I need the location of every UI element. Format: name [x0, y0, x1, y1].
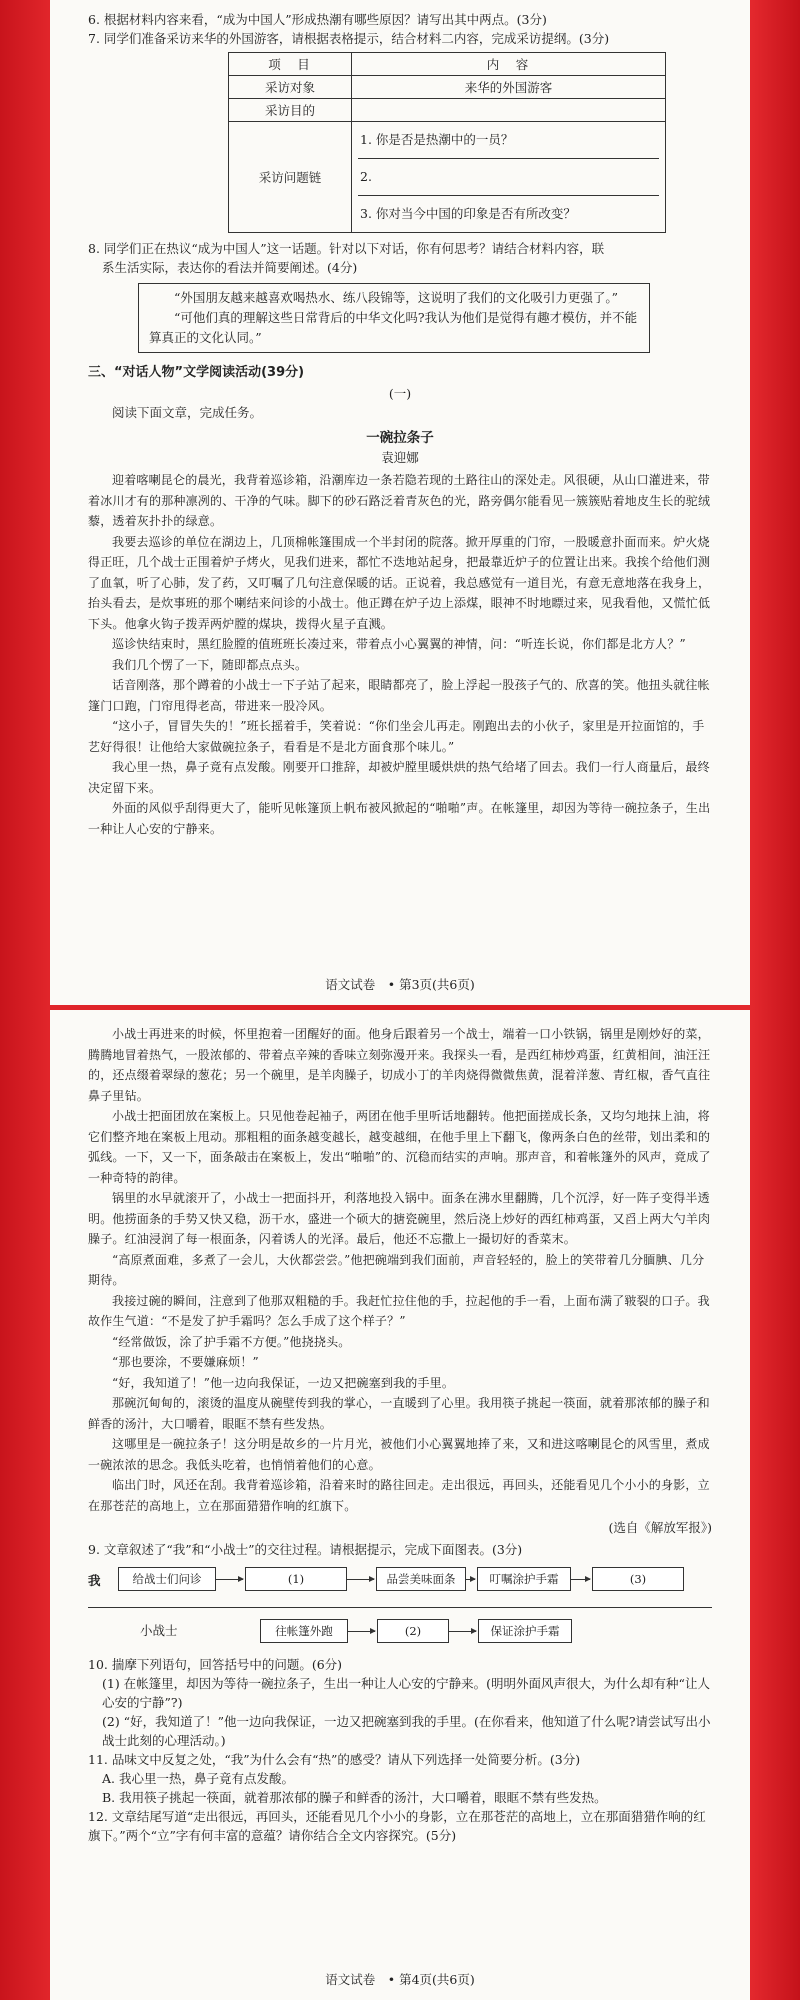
question-10: 10. 揣摩下列语句，回答括号中的问题。(6分): [88, 1657, 343, 1672]
paragraph: 小战士把面团放在案板上。只见他卷起袖子，两团在他手里听话地翻转。他把面搓成长条，又均匀地抹上油，将它们整齐地在案板上甩动。那粗粗的面条越变越长，越变越细，在他手里上下翻飞，像两条白色的丝带，划出柔和的弧线。一下，又一下，面条敲击在案板上，发出“啪啪”的、沉稳而结实的声响。那声音，和着帐篷外的风声，竟成了一种奇特的韵律。: [88, 1109, 711, 1185]
row-interviewee-value: 来华的外国游客: [352, 76, 666, 99]
flow-arrow: [215, 1579, 243, 1580]
paragraph: 巡诊快结束时，黑红脸膛的值班班长凑过来，带着点小心翼翼的神情，问：“听连长说，你们都是北方人？”: [112, 637, 686, 651]
row-question-chain-label: 采访问题链: [229, 122, 352, 233]
question-8-line1: 8. 同学们正在热议“成为中国人”这一话题。针对以下对话，你有何思考？请结合材料内容，联: [88, 241, 605, 256]
flow-arrow: [570, 1579, 590, 1580]
flow-label-soldier: 小战士: [140, 1623, 178, 1638]
question-11-option-a: A. 我心里一热，鼻子竟有点发酸。: [102, 1771, 294, 1786]
story-title: 一碗拉条子: [366, 430, 434, 446]
table-head-item: 项 目: [229, 53, 352, 76]
paragraph: “那也要涂，不要嫌麻烦！”: [112, 1355, 259, 1369]
dialogue-box: [138, 283, 650, 353]
chain-question-1: 1. 你是否是热潮中的一员？: [358, 122, 659, 159]
chain-question-2: 2.: [358, 159, 659, 196]
flow-me-box-4: 叮嘱涂护手霜: [477, 1567, 571, 1591]
paragraph: “好，我知道了！”他一边向我保证，一边又把碗塞到我的手里。: [112, 1375, 455, 1390]
row-purpose-label: 采访目的: [229, 99, 352, 122]
question-11: 11. 品味文中反复之处，“我”为什么会有“热”的感受？请从下列选择一处简要分析。(3分): [88, 1752, 581, 1767]
exam-page-4: [50, 1010, 750, 2000]
paragraph: “高原煮面难，多煮了一会儿，大伙都尝尝。”他把碗端到我们面前，声音轻轻的，脸上的笑带着几分腼腆、几分期待。: [88, 1252, 705, 1287]
flow-soldier-box-3: 保证涂护手霜: [478, 1619, 572, 1643]
flow-me-box-5: (3): [592, 1567, 684, 1591]
article-source: (选自《解放军报》): [608, 1520, 712, 1535]
table-head-content: 内 容: [352, 53, 666, 76]
paragraph: 这哪里是一碗拉条子！这分明是故乡的一片月光，被他们小心翼翼地捧了来，又和进这喀喇昆仑的风雪里，煮成一碗浓浓的思念。我低头吃着，也悄悄着他们的心意。: [88, 1437, 710, 1472]
interview-outline-table: [228, 52, 666, 233]
dialogue-quote-1: “外国朋友越来越喜欢喝热水、练八段锦等，这说明了我们的文化吸引力更强了。”: [174, 290, 619, 305]
question-10-2: (2) “好，我知道了！”他一边向我保证，一边又把碗塞到我的手里。(在你看来，他知道了什么呢?请尝试写出小战士此刻的心理活动。): [102, 1714, 711, 1748]
row-purpose-blank: [352, 99, 666, 122]
exam-page-3: [50, 0, 750, 1005]
chain-question-3: 3. 你对当今中国的印象是否有所改变？: [360, 206, 576, 221]
paragraph: “经常做饭，涂了护手霜不方便。”他挠挠头。: [112, 1334, 351, 1349]
paragraph: 话音刚落，那个蹲着的小战士一下子站了起来，眼睛都亮了，脸上浮起一股孩子气的、欣喜的笑。他扭头就往帐篷门口跑，门帘甩得老高，带进来一股冷风。: [88, 678, 710, 713]
question-6: 6. 根据材料内容来看，“成为中国人”形成热潮有哪些原因？请写出其中两点。(3分): [88, 12, 547, 27]
paragraph: 我接过碗的瞬间，注意到了他那双粗糙的手。我赶忙拉住他的手，拉起他的手一看，上面布满了皲裂的口子。我故作生气道：“不是发了护手霜吗？怎么手成了这个样子？”: [88, 1293, 710, 1328]
question-7: 7. 同学们准备采访来华的外国游客，请根据表格提示，结合材料二内容，完成采访提纲。(3分): [88, 31, 610, 46]
interaction-flow-chart: [88, 1563, 712, 1649]
flow-me-box-1: 给战士们问诊: [118, 1567, 216, 1591]
paragraph: 那碗沉甸甸的，滚烫的温度从碗壁传到我的掌心，一直暖到了心里。我用筷子挑起一筷面，就着那浓郁的臊子和鲜香的汤汁，大口嚼着，眼眶不禁有些发热。: [88, 1396, 710, 1431]
paragraph: 外面的风似乎刮得更大了，能听见帐篷顶上帆布被风掀起的“啪啪”声。在帐篷里，却因为等待一碗拉条子，生出一种让人心安的宁静来。: [88, 801, 711, 836]
paragraph-underlined: 我心里一热，鼻子竟有点发酸。刚要开口推辞，却被炉膛里暖烘烘的热气给堵了回去。我们一行人商量后，最终决定留下来。: [88, 760, 710, 795]
question-chain-cell: [352, 122, 666, 233]
row-interviewee-label: 采访对象: [229, 76, 352, 99]
section-3-heading: 三、“对话人物”文学阅读活动(39分): [88, 365, 305, 380]
flow-divider: [88, 1607, 712, 1608]
page-footer: 语文试卷 • 第3页(共6页): [325, 977, 475, 992]
paragraph: 临出门时，风还在刮。我背着巡诊箱，沿着来时的路往回走。走出很远，再回头，还能看见几个小小的身影，立在那苍茫的高地上，立在那面猎猎作响的红旗下。: [88, 1478, 710, 1513]
flow-arrow: [347, 1631, 375, 1632]
paragraph: 小战士再进来的时候，怀里抱着一团醒好的面。他身后跟着另一个战士，端着一口小铁锅，锅里是刚炒好的菜，腾腾地冒着热气，一股浓郁的、带着点辛辣的香味立刻弥漫开来。我探头一看，是西红柿炒鸡蛋，红黄相间，油汪汪的，还点缀着翠绿的葱花；另一个碗里，是羊肉臊子，切成小丁的羊肉烧得微微焦黄，混着洋葱、青红椒，香气直往鼻子里钻。: [88, 1027, 711, 1103]
page-footer: 语文试卷 • 第4页(共6页): [325, 1972, 475, 1987]
reading-instruction: 阅读下面文章，完成任务。: [112, 405, 263, 420]
question-12: 12. 文章结尾写道“走出很远，再回头，还能看见几个小小的身影，立在那苍茫的高地上，立在那面猎猎作响的红旗下。”两个“立”字有何丰富的意蕴？请你结合全文内容探究。(5分): [88, 1809, 706, 1843]
flow-arrow: [448, 1631, 476, 1632]
paragraph: 锅里的水早就滚开了，小战士一把面抖开，利落地投入锅中。面条在沸水里翻腾，几个沉浮，好一阵子变得半透明。他捞面条的手势又快又稳，沥干水，盛进一个硕大的搪瓷碗里，然后浇上炒好的西红柿鸡蛋，又舀上两大勺羊肉臊子。红油浸润了每一根面条，闪着诱人的光泽。最后，他还不忘撒上一撮切好的香菜末。: [88, 1191, 711, 1246]
question-11-option-b: B. 我用筷子挑起一筷面，就着那浓郁的臊子和鲜香的汤汁，大口嚼着，眼眶不禁有些发热。: [102, 1790, 607, 1805]
part-1-label: (一): [388, 386, 412, 401]
flow-arrow: [465, 1579, 475, 1580]
question-10-1: (1) 在帐篷里，却因为等待一碗拉条子，生出一种让人心安的宁静来。(明明外面风声很大，为什么却有种“让人心安的宁静”?): [102, 1676, 710, 1710]
question-8-line2: 系生活实际，表达你的看法并简要阐述。(4分): [102, 260, 358, 275]
paragraph: 我要去巡诊的单位在湖边上，几顶棉帐篷围成一个半封闭的院落。掀开厚重的门帘，一股暖意扑面而来。炉火烧得正旺，几个战士正围着炉子烤火，见我们进来，都忙不迭地站起身，把最靠近炉子的位置让出来。我挨个给他们测了血氧，听了心肺，发了药，又叮嘱了几句注意保暖的话。正说着，我总感觉有一道目光，有意无意地落在我身上，抬头看去，是炊事班的那个喇结来问诊的小战士。他正蹲在炉子边上添煤，眼神不时地瞟过来，见我看他，又慌忙低下头。他拿火钩子拨弄两炉膛的煤块，拨得火星子直溅。: [88, 534, 711, 631]
paragraph: 我们几个愣了一下，随即都点点头。: [112, 657, 308, 672]
paragraph: 迎着喀喇昆仑的晨光，我背着巡诊箱，沿潮库边一条若隐若现的土路往山的深处走。风很硬，从山口灌进来，带着冰川才有的那种凛冽的、干净的气味。脚下的砂石路泛着青灰色的光，路旁偶尔能看见一簇簇贴着地皮生长的驼绒藜，透着灰扑扑的绿意。: [88, 473, 711, 528]
flow-label-me: 我: [88, 1573, 101, 1588]
paragraph: “这小子，冒冒失失的！”班长摇着手，笑着说：“你们坐会儿再走。刚跑出去的小伙子，家里是开拉面馆的，手艺好得很！让他给大家做碗拉条子，看看是不是北方面食那个味儿。”: [88, 719, 705, 754]
flow-me-box-2: (1): [245, 1567, 347, 1591]
flow-soldier-box-1: 往帐篷外跑: [260, 1619, 348, 1643]
story-author: 袁迎娜: [381, 450, 419, 465]
flow-me-box-3: 品尝美味面条: [376, 1567, 466, 1591]
flow-arrow: [346, 1579, 374, 1580]
question-9: 9. 文章叙述了“我”和“小战士”的交往过程。请根据提示，完成下面图表。(3分): [88, 1542, 523, 1557]
flow-soldier-box-2: (2): [377, 1619, 449, 1643]
dialogue-quote-2: “可他们真的理解这些日常背后的中华文化吗?我认为他们是觉得有趣才模仿，并不能算真正的文化认同。”: [149, 310, 638, 345]
